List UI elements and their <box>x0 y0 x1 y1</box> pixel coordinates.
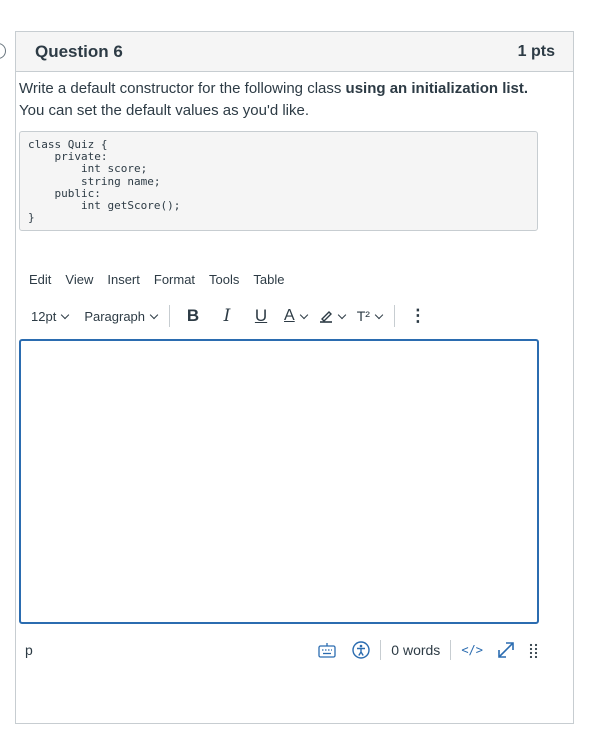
toolbar-divider <box>169 305 170 327</box>
chevron-down-icon <box>299 310 307 318</box>
menu-tools[interactable]: Tools <box>209 272 240 287</box>
question-text <box>19 78 539 122</box>
question-text-prefix: Write a default constructor for the following class <box>19 80 346 97</box>
resize-handle-icon[interactable] <box>529 642 539 658</box>
code-block <box>19 131 538 231</box>
menu-edit[interactable]: Edit <box>29 272 52 287</box>
highlighter-icon <box>319 309 333 323</box>
status-divider <box>380 640 381 660</box>
editor-toolbar <box>29 305 441 327</box>
chevron-down-icon <box>150 310 158 318</box>
code-content: class Quiz { private: int score; string name; public: int getScore(); } <box>28 138 181 225</box>
menu-view[interactable]: View <box>65 272 94 287</box>
more-options-icon[interactable]: ⋮ <box>409 306 427 325</box>
chevron-down-icon <box>61 310 69 318</box>
menu-table[interactable]: Table <box>253 272 285 287</box>
bold-button[interactable]: B <box>186 306 200 325</box>
html-editor-toggle[interactable]: </> <box>461 643 483 657</box>
question-header <box>16 32 573 72</box>
status-controls <box>318 640 539 660</box>
block-format-label: Paragraph <box>84 308 146 324</box>
italic-button[interactable]: I <box>223 306 231 326</box>
element-path[interactable]: p <box>25 642 33 658</box>
underline-button[interactable]: U <box>254 306 268 325</box>
chevron-down-icon <box>375 310 383 318</box>
keyboard-shortcuts-icon[interactable] <box>318 642 336 658</box>
font-size-select[interactable] <box>18 309 68 324</box>
question-points: 1 pts <box>517 42 555 60</box>
question-title: Question 6 <box>35 41 123 61</box>
flag-question-icon[interactable] <box>0 43 6 59</box>
menu-format[interactable]: Format <box>153 272 196 287</box>
accessibility-checker-icon[interactable] <box>352 641 370 659</box>
toolbar-divider <box>394 305 395 327</box>
text-color-button[interactable] <box>284 307 307 325</box>
superscript-button[interactable] <box>357 308 382 324</box>
question-text-suffix: You can set the default values as you'd like. <box>19 102 310 119</box>
block-format-select[interactable] <box>84 309 157 324</box>
status-divider <box>450 640 451 660</box>
answer-editor[interactable] <box>19 339 539 624</box>
text-color-icon: A <box>284 307 295 324</box>
chevron-down-icon <box>337 310 345 318</box>
highlight-color-button[interactable] <box>319 309 345 323</box>
font-size-label: 12pt <box>31 308 57 324</box>
fullscreen-icon[interactable] <box>497 641 515 659</box>
word-count[interactable]: 0 words <box>391 642 441 658</box>
menu-insert[interactable]: Insert <box>107 272 140 287</box>
superscript-icon: T² <box>356 308 370 324</box>
editor-menubar <box>29 272 298 287</box>
editor-statusbar <box>19 638 539 662</box>
question-text-bold: using an initialization list. <box>345 80 529 97</box>
